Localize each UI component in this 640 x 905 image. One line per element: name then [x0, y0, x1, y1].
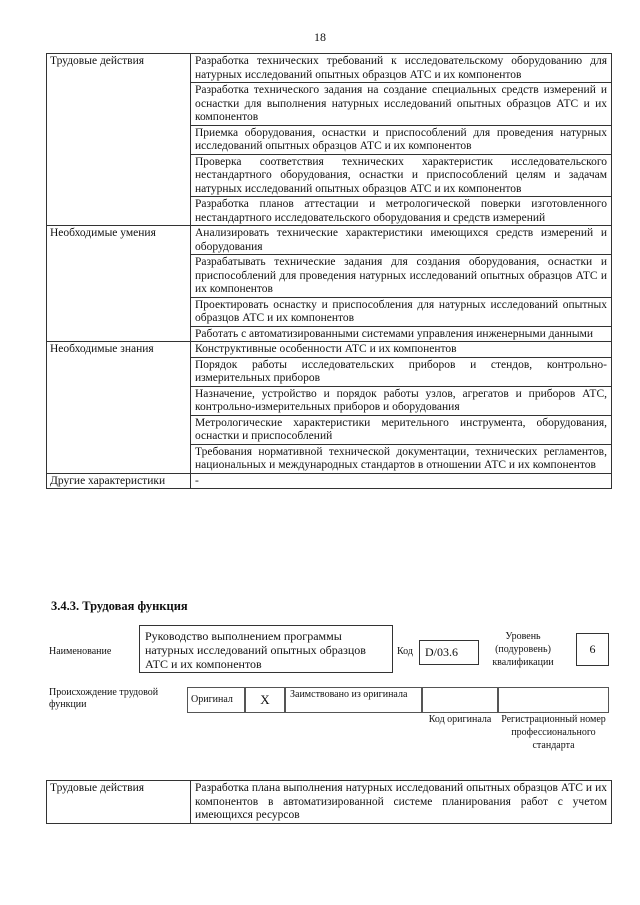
row-group-label: Другие характеристики — [47, 473, 191, 489]
table-cell: Анализировать технические характеристики имеющихся средств измерений и оборудования — [191, 226, 612, 255]
labor-function-requirements-table — [46, 53, 612, 489]
borrowed-label: Заимствовано из оригинала — [285, 687, 422, 713]
table-cell: Проектировать оснастку и приспособления для натурных исследований опытных образцов АТС и их компонентов — [191, 297, 612, 326]
table-cell: Разработка технического задания на создание специальных средств измерений и оснастки для выполнения натурных исследований опытных образцов АТС и их компонентов — [191, 83, 612, 126]
row-group-label: Трудовые действия — [47, 54, 191, 226]
table-cell: Приемка оборудования, оснастки и приспособлений для проведения натурных исследований опытных образцов АТС и их компонентов — [191, 125, 612, 154]
table-row — [47, 473, 612, 489]
original-label: Оригинал — [187, 687, 245, 713]
table-row — [47, 226, 612, 255]
table-cell: Разработка технических требований к исследовательскому оборудованию для натурных исследований опытных образцов АТС и их компонентов — [191, 54, 612, 83]
table-cell: Метрологические характеристики мерительного инструмента, оборудования, оснастки и приспособлений — [191, 415, 612, 444]
original-code-cell — [422, 687, 498, 713]
table-cell: Разработка плана выполнения натурных исследований опытных образцов АТС и их компонентов в автоматизированной системе планирования работ с учетом имеющихся ресурсов — [191, 781, 612, 824]
table-row — [47, 342, 612, 358]
qualification-level-label: Уровень (подуровень) квалификации — [492, 631, 554, 668]
original-mark: X — [245, 687, 285, 713]
page-number: 18 — [314, 30, 326, 44]
section-title: 3.4.3. Трудовая функция — [51, 599, 188, 613]
table-cell: - — [191, 473, 612, 489]
row-group-label: Необходимые умения — [47, 226, 191, 342]
row-group-label: Трудовые действия — [47, 781, 191, 824]
table-cell: Назначение, устройство и порядок работы узлов, агрегатов и приборов АТС, контрольно-измерительных приборов и оборудования — [191, 386, 612, 415]
table-cell: Порядок работы исследовательских приборов и стендов, контрольно-измерительных приборов — [191, 357, 612, 386]
table-row — [47, 781, 612, 824]
function-code-value: D/03.6 — [419, 640, 479, 665]
registration-number-label: Регистрационный номер профессионального стандарта — [501, 714, 606, 751]
code-label: Код — [397, 646, 413, 657]
labor-actions-table — [46, 780, 612, 824]
registration-number-cell — [498, 687, 609, 713]
qualification-level-value: 6 — [576, 633, 609, 666]
row-group-label: Необходимые знания — [47, 342, 191, 474]
function-name-value: Руководство выполнением программы натурных исследований опытных образцов АТС и их компонентов — [139, 625, 393, 673]
table-cell: Разработка планов аттестации и метрологической поверки изготовленного нестандартного исследовательского оборудования и средств измерений — [191, 197, 612, 226]
table-cell: Требования нормативной технической документации, технических регламентов, национальных и международных стандартов в отношении АТС и их компонентов — [191, 444, 612, 473]
table-cell: Конструктивные особенности АТС и их компонентов — [191, 342, 612, 358]
table-cell: Разрабатывать технические задания для создания оборудования, оснастки и приспособлений для проведения натурных исследований опытных образцов АТС и их компонентов — [191, 255, 612, 298]
table-cell: Работать с автоматизированными системами управления инженерными данными — [191, 326, 612, 342]
original-code-label: Код оригинала — [428, 714, 492, 725]
table-cell: Проверка соответствия технических характеристик исследовательского нестандартного оборудования, оснастки и приспособлений целям и задачам натурных исследований опытных образцов АТС и их компонентов — [191, 154, 612, 197]
name-label: Наименование — [49, 646, 112, 657]
table-row — [47, 54, 612, 83]
origin-label: Происхождение трудовой функции — [49, 687, 159, 710]
